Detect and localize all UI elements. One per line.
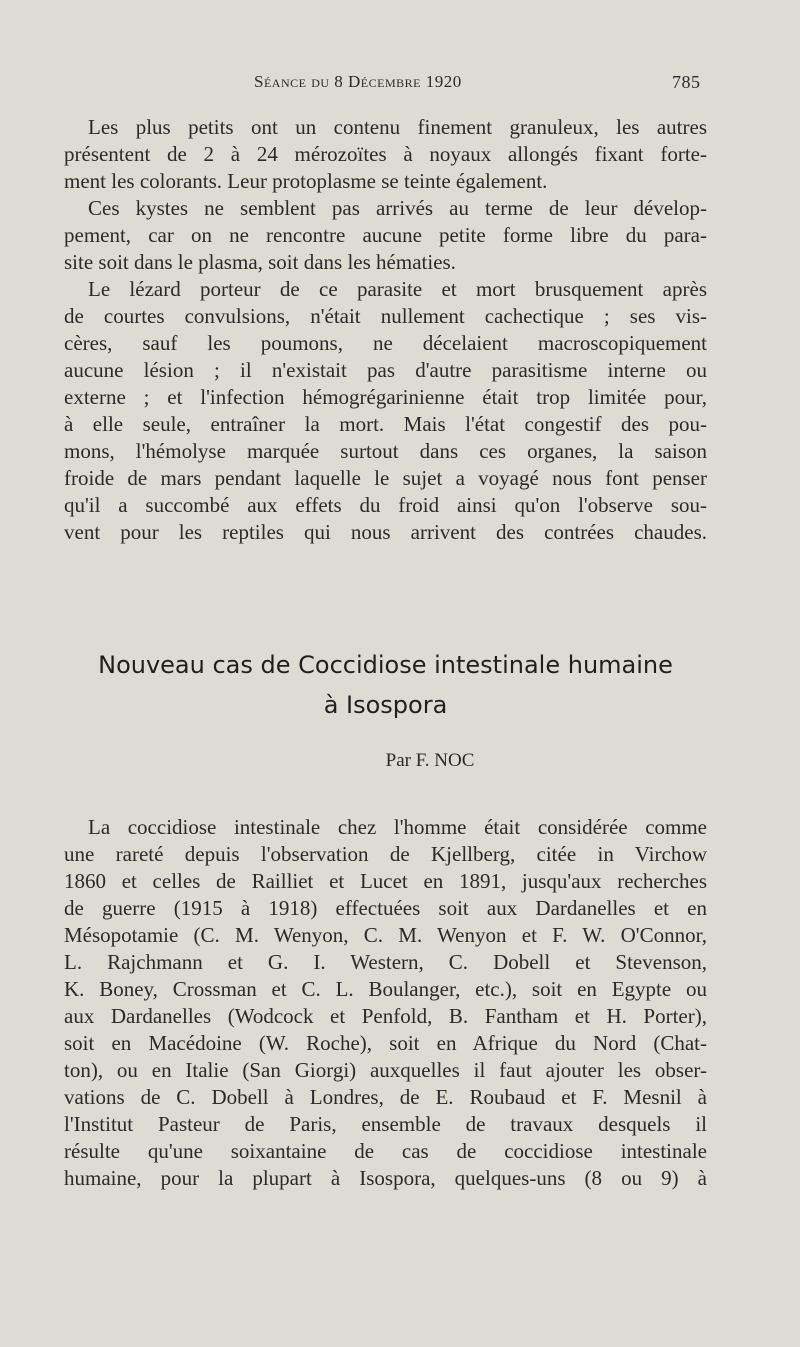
text-line: à elle seule, entraîner la mort. Mais l'état congestif des pou-: [64, 412, 707, 436]
text-line: aux Dardanelles (Wodcock et Penfold, B. Fantham et H. Porter),: [64, 1004, 707, 1028]
text-line: soit en Macédoine (W. Roche), soit en Afrique du Nord (Chat-: [64, 1031, 707, 1055]
text-line: ton), ou en Italie (San Giorgi) auxquelles il faut ajouter les obser-: [64, 1058, 707, 1082]
text-line: de guerre (1915 à 1918) effectuées soit aux Dardanelles et en: [64, 896, 707, 920]
text-line: vations de C. Dobell à Londres, de E. Roubaud et F. Mesnil à: [64, 1085, 707, 1109]
text-line: Ces kystes ne semblent pas arrivés au terme de leur dévelop-: [88, 196, 707, 220]
text-line: Le lézard porteur de ce parasite et mort brusquement après: [88, 277, 707, 301]
text-line: 1860 et celles de Railliet et Lucet en 1891, jusqu'aux recherches: [64, 869, 707, 893]
article-body-paragraph: [64, 814, 707, 1192]
text-line: résulte qu'une soixantaine de cas de coccidiose intestinale: [64, 1139, 707, 1163]
text-line: L. Rajchmann et G. I. Western, C. Dobell et Stevenson,: [64, 950, 707, 974]
text-line: une rareté depuis l'observation de Kjellberg, citée in Virchow: [64, 842, 707, 866]
text-line: l'Institut Pasteur de Paris, ensemble de travaux desquels il: [64, 1112, 707, 1136]
text-line: aucune lésion ; il n'existait pas d'autre parasitisme interne ou: [64, 358, 707, 382]
paragraph-kyst-development: [64, 195, 707, 276]
article-title-line-1: Nouveau cas de Coccidiose intestinale humaine: [98, 651, 673, 679]
text-line: mons, l'hémolyse marquée surtout dans ces organes, la saison: [64, 439, 707, 463]
text-line: présentent de 2 à 24 mérozoïtes à noyaux allongés fixant forte-: [64, 142, 707, 166]
text-line: La coccidiose intestinale chez l'homme était considérée comme: [88, 815, 707, 839]
article-title-line-2: à Isospora: [323, 691, 448, 719]
article-byline: Par F. NOC: [385, 750, 475, 771]
text-line: cères, sauf les poumons, ne décelaient macroscopiquement: [64, 331, 707, 355]
running-header: [0, 72, 800, 102]
page-number: 785: [672, 72, 701, 92]
text-line: externe ; et l'infection hémogrégarinienne était trop limitée pour,: [64, 385, 707, 409]
paragraph-lizard-death: [64, 276, 707, 546]
text-line: Mésopotamie (C. M. Wenyon, C. M. Wenyon et F. W. O'Connor,: [64, 923, 707, 947]
text-line: Les plus petits ont un contenu finement granuleux, les autres: [88, 115, 707, 139]
text-line: pement, car on ne rencontre aucune petite forme libre du para-: [64, 223, 707, 247]
text-line: de courtes convulsions, n'était nullement cachectique ; ses vis-: [64, 304, 707, 328]
text-line: vent pour les reptiles qui nous arrivent des contrées chaudes.: [64, 520, 707, 544]
paragraph-kyst-contents: [64, 114, 707, 195]
text-line: K. Boney, Crossman et C. L. Boulanger, etc.), soit en Egypte ou: [64, 977, 707, 1001]
text-line: qu'il a succombé aux effets du froid ainsi qu'on l'observe sou-: [64, 493, 707, 517]
text-line: ment les colorants. Leur protoplasme se teinte également.: [64, 169, 548, 193]
text-line: froide de mars pendant laquelle le sujet a voyagé nous font penser: [64, 466, 707, 490]
running-title: Séance du 8 Décembre 1920: [254, 72, 462, 91]
text-line: site soit dans le plasma, soit dans les hématies.: [64, 250, 456, 274]
text-line: humaine, pour la plupart à Isospora, quelques-uns (8 ou 9) à: [64, 1166, 707, 1190]
